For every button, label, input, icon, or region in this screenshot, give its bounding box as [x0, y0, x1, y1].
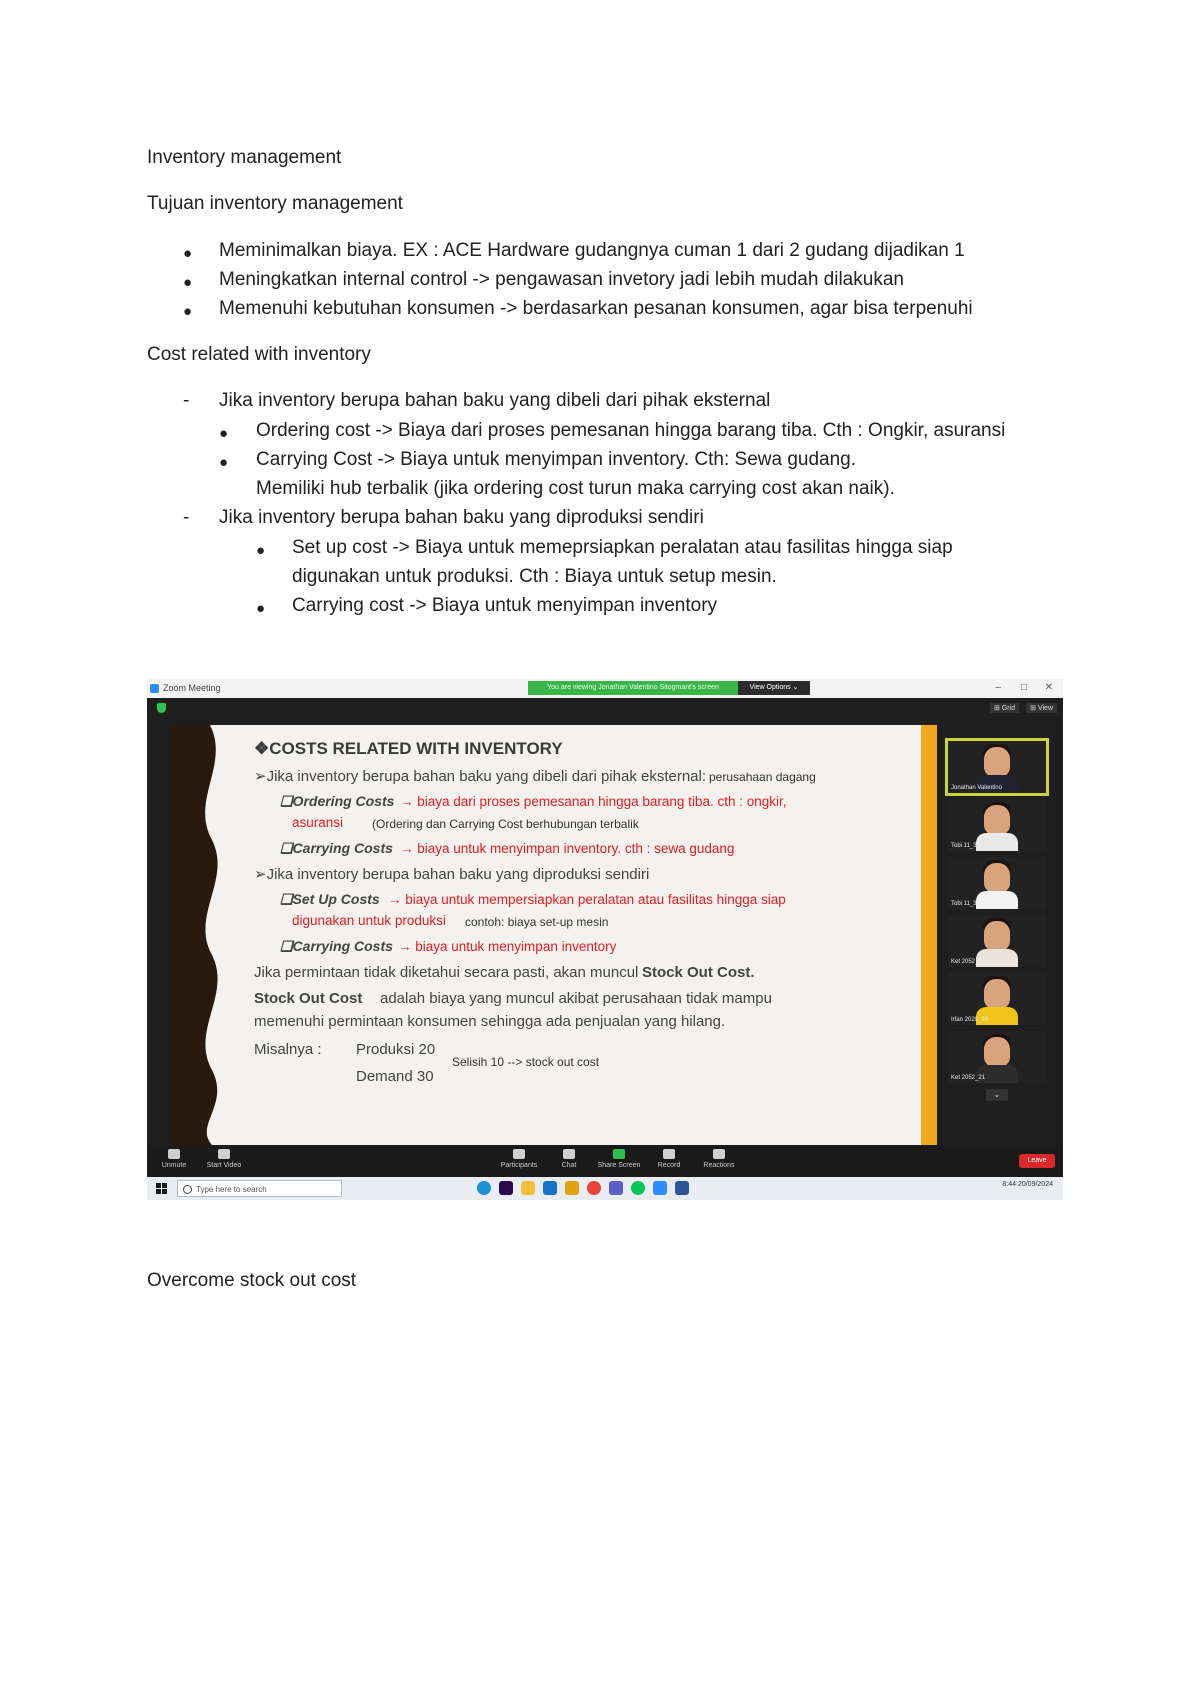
share-screen-button[interactable]: [594, 1149, 644, 1169]
case2-item: Carrying cost -> Biaya untuk menyimpan inventory: [292, 595, 718, 616]
file-explorer-icon[interactable]: [521, 1181, 535, 1195]
edge-icon[interactable]: [477, 1181, 491, 1195]
participants-icon: [513, 1149, 525, 1159]
doc-title: Inventory management: [147, 147, 342, 168]
case1-note: Memiliki hub terbalik (jika ordering cost turun maka carrying cost akan naik).: [256, 478, 895, 499]
production-value: Produksi 20: [356, 1041, 436, 1058]
bullet-icon: ●: [183, 245, 193, 262]
ordering-note: (Ordering dan Carrying Cost berhubungan terbalik: [372, 817, 639, 831]
avatar: [984, 747, 1010, 777]
zoom-screenshot: [147, 679, 1063, 1200]
clock-time: 8:44: [1002, 1181, 1016, 1188]
reactions-button[interactable]: [694, 1149, 744, 1169]
wave-decoration: [172, 725, 232, 1145]
demand-value: Demand 30: [356, 1068, 434, 1085]
participant-name: Ket 2052_20: [951, 959, 986, 965]
maximize-icon[interactable]: □: [1020, 682, 1027, 693]
participant-tile[interactable]: [948, 915, 1046, 967]
minimize-icon[interactable]: –: [995, 682, 1001, 693]
carrying-desc: → biaya untuk menyimpan inventory. cth : sewa gudang: [400, 841, 735, 856]
share-screen-label: Share Screen: [597, 1162, 641, 1169]
case2-item: Set up cost -> Biaya untuk memeprsiapkan peralatan atau fasilitas hingga siap: [292, 537, 953, 558]
goal-item: Memenuhi kebutuhan konsumen -> berdasarkan pesanan konsumen, agar bisa terpenuhi: [219, 298, 973, 319]
participant-tile[interactable]: [948, 741, 1046, 793]
setup-desc2: digunakan untuk produksi: [292, 913, 446, 928]
carrying2-desc: → biaya untuk menyimpan inventory: [398, 939, 617, 954]
setup-label: ❑Set Up Costs: [280, 891, 380, 907]
case1-item: Ordering cost -> Biaya dari proses pemesanan hingga barang tiba. Cth : Ongkir, asuransi: [256, 420, 1006, 441]
start-video-label: Start Video: [206, 1162, 242, 1169]
search-icon: [183, 1185, 192, 1194]
bullet-icon: ●: [256, 600, 266, 617]
slide-accent-bar: [921, 725, 937, 1145]
ordering-desc2: asuransi: [292, 815, 344, 830]
record-button[interactable]: [644, 1149, 694, 1169]
avatar: [976, 891, 1018, 909]
chevron-down-icon[interactable]: ⌄: [986, 1089, 1008, 1101]
stockout-line: Jika permintaan tidak diketahui secara pasti, akan muncul: [254, 964, 639, 981]
slide-line2: ➢Jika inventory berupa bahan baku yang diproduksi sendiri: [254, 866, 650, 883]
chat-button[interactable]: [544, 1149, 594, 1169]
shared-slide: [172, 725, 937, 1145]
clock-date: 20/09/2024: [1017, 1181, 1053, 1188]
line-icon[interactable]: [631, 1181, 645, 1195]
reactions-label: Reactions: [703, 1162, 735, 1169]
microphone-muted-icon: [168, 1149, 180, 1159]
participant-name: Irfan 2020_20: [951, 1017, 989, 1023]
example-label: Misalnya :: [254, 1041, 322, 1058]
zoom-titlebar: [147, 679, 1063, 698]
bullet-icon: ●: [219, 454, 229, 471]
record-icon: [663, 1149, 675, 1159]
view-options-button[interactable]: View Options ⌄: [738, 681, 810, 695]
security-shield-icon[interactable]: [157, 703, 166, 713]
setup-note: contoh: biaya set-up mesin: [465, 915, 609, 929]
mail-icon[interactable]: [565, 1181, 579, 1195]
case1-label: Jika inventory berupa bahan baku yang dibeli dari pihak eksternal: [219, 390, 771, 411]
participants-label: Participants: [500, 1162, 538, 1169]
premiere-icon[interactable]: [499, 1181, 513, 1195]
setup-desc: → biaya untuk mempersiapkan peralatan atau fasilitas hingga siap: [388, 892, 786, 907]
dash-icon: -: [183, 390, 190, 411]
costs-heading: Cost related with inventory: [147, 344, 371, 365]
carrying-label: ❑Carrying Costs: [280, 840, 393, 856]
participant-name: Tobi 11_3.2: [951, 901, 982, 907]
dash-icon: -: [183, 507, 190, 528]
case1-item: Carrying Cost -> Biaya untuk menyimpan inventory. Cth: Sewa gudang.: [256, 449, 857, 470]
slide-line1: ➢Jika inventory berupa bahan baku yang dibeli dari pihak eksternal:: [254, 768, 707, 785]
windows-start-icon[interactable]: [156, 1183, 167, 1194]
chat-icon: [563, 1149, 575, 1159]
case2-item-cont: digunakan untuk produksi. Cth : Biaya untuk setup mesin.: [292, 566, 777, 587]
slide-line1-note: perusahaan dagang: [709, 770, 816, 784]
slide-heading: ❖COSTS RELATED WITH INVENTORY: [254, 739, 563, 758]
participant-tile[interactable]: [948, 799, 1046, 851]
viewing-banner: You are viewing Jonathan Valentino Sitogmant's screen: [528, 681, 738, 695]
goal-item: Meminimalkan biaya. EX : ACE Hardware gudangnya cuman 1 dari 2 gudang dijadikan 1: [219, 240, 965, 261]
store-icon[interactable]: [543, 1181, 557, 1195]
goals-heading: Tujuan inventory management: [147, 193, 403, 214]
share-screen-icon: [613, 1149, 625, 1159]
zoom-taskbar-icon[interactable]: [653, 1181, 667, 1195]
carrying2-label: ❑Carrying Costs: [280, 938, 393, 954]
stockout-def: adalah biaya yang muncul akibat perusahaan tidak mampu: [380, 990, 772, 1007]
avatar: [984, 805, 1010, 835]
avatar: [976, 833, 1018, 851]
participant-name: Ket 2052_21: [951, 1075, 986, 1081]
bullet-icon: ●: [219, 425, 229, 442]
stockout-term: Stock Out Cost.: [642, 964, 755, 981]
avatar: [984, 863, 1010, 893]
stockout-def-term: Stock Out Cost: [254, 990, 363, 1007]
participant-name: Jonathan Valentino: [951, 785, 1002, 791]
record-label: Record: [657, 1162, 681, 1169]
participant-tile[interactable]: [948, 973, 1046, 1025]
bullet-icon: ●: [256, 542, 266, 559]
overcome-heading: Overcome stock out cost: [147, 1270, 357, 1291]
participant-tile[interactable]: [948, 1031, 1046, 1083]
chat-label: Chat: [561, 1162, 577, 1169]
bullet-icon: ●: [183, 303, 193, 320]
start-video-button[interactable]: [199, 1149, 249, 1169]
stockout-def2: memenuhi permintaan konsumen sehingga ada penjualan yang hilang.: [254, 1013, 726, 1030]
word-icon[interactable]: [675, 1181, 689, 1195]
taskbar-search-input[interactable]: [177, 1180, 342, 1197]
grid-button[interactable]: ⊞ Grid: [990, 703, 1019, 713]
view-button[interactable]: ⊞ View: [1026, 703, 1057, 713]
example-note: Selisih 10 --> stock out cost: [452, 1055, 600, 1069]
participant-tile[interactable]: [948, 857, 1046, 909]
goal-item: Meningkatkan internal control -> pengawasan invetory jadi lebih mudah dilakukan: [219, 269, 904, 290]
close-icon[interactable]: ✕: [1044, 682, 1053, 693]
system-tray[interactable]: [1002, 1181, 1053, 1188]
avatar: [984, 979, 1010, 1009]
case2-label: Jika inventory berupa bahan baku yang diproduksi sendiri: [219, 507, 704, 528]
chrome-icon[interactable]: [587, 1181, 601, 1195]
meeting-topbar: [147, 698, 1063, 718]
reactions-icon: [713, 1149, 725, 1159]
ordering-label: ❑Ordering Costs: [280, 793, 395, 809]
avatar: [984, 921, 1010, 951]
search-placeholder: Type here to search: [196, 1185, 267, 1194]
teams-icon[interactable]: [609, 1181, 623, 1195]
meeting-controls: [147, 1145, 1063, 1177]
unmute-label: Unmute: [161, 1162, 187, 1169]
avatar: [984, 1037, 1010, 1067]
windows-taskbar: [147, 1177, 1063, 1200]
unmute-button[interactable]: [149, 1149, 199, 1169]
participants-button[interactable]: [494, 1149, 544, 1169]
zoom-logo-icon: [150, 684, 159, 693]
zoom-app-title: Zoom Meeting: [163, 683, 221, 693]
ordering-desc: → biaya dari proses pemesanan hingga barang tiba. cth : ongkir,: [400, 794, 787, 809]
participant-name: Tobi 11_3.1: [951, 843, 982, 849]
bullet-icon: ●: [183, 274, 193, 291]
video-off-icon: [218, 1149, 230, 1159]
leave-button[interactable]: Leave: [1019, 1154, 1055, 1168]
